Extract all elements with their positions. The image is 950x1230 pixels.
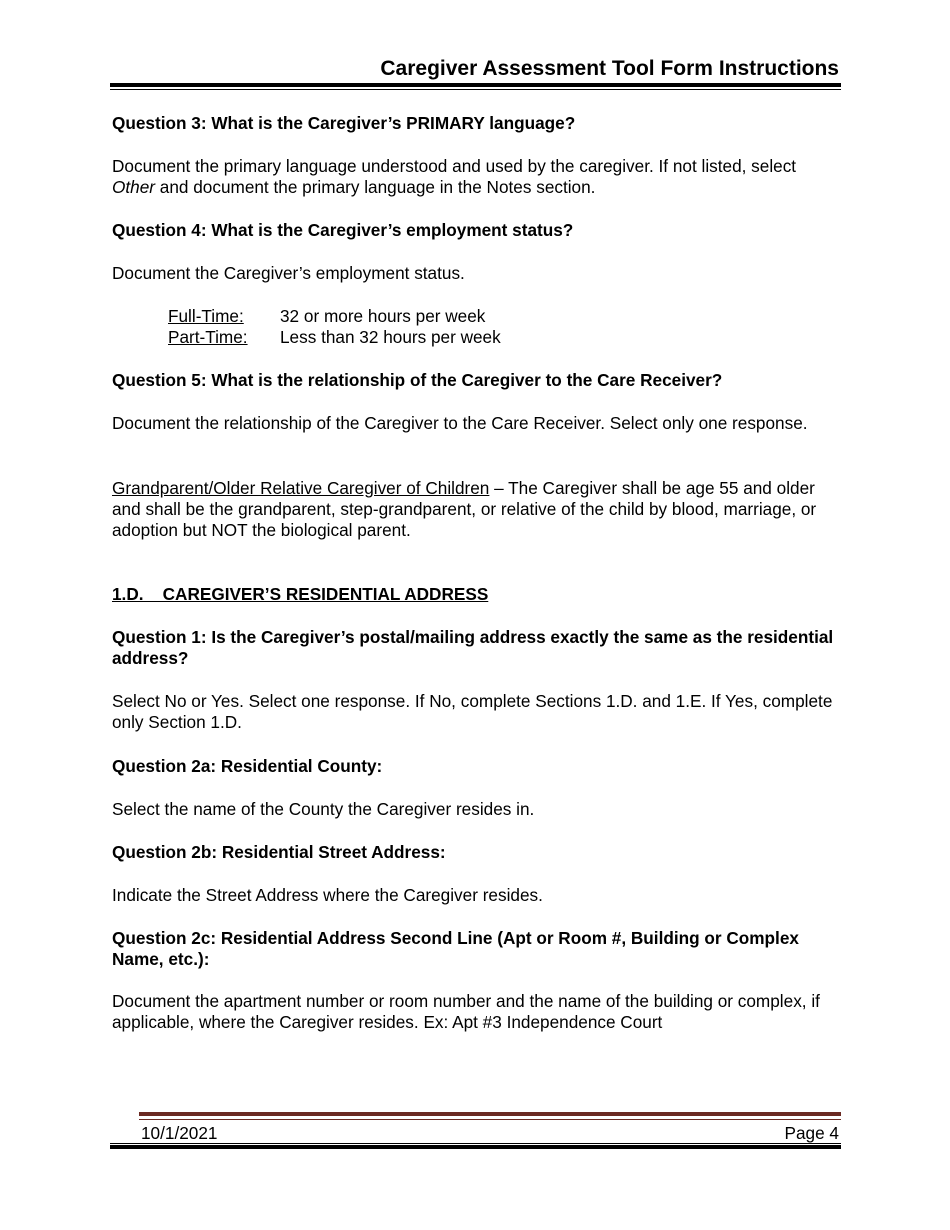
definition-term: Grandparent/Older Relative Caregiver of Children — [112, 478, 490, 498]
question-3-body-post: and document the primary language in the Notes section. — [155, 177, 596, 197]
question-5-body: Document the relationship of the Caregiver to the Care Receiver. Select only one response. — [112, 413, 808, 433]
question-3-body — [112, 156, 842, 198]
employment-term: Part-Time: — [168, 327, 248, 347]
question-4-body: Document the Caregiver’s employment status. — [112, 263, 465, 283]
residential-question-2c-body: Document the apartment number or room number and the name of the building or complex, if applicable, where the Caregiver resides. Ex: Apt #3 Independence Court — [112, 991, 820, 1032]
residential-question-2a-body: Select the name of the County the Caregiver resides in. — [112, 799, 535, 819]
employment-term: Full-Time: — [168, 306, 244, 326]
footer-rule-bottom-thick — [110, 1145, 841, 1149]
header-rule-thick — [110, 83, 841, 87]
header-rule-thin — [110, 89, 841, 90]
footer-rule-bottom-thin — [110, 1143, 841, 1144]
question-3-body-emphasis: Other — [112, 177, 155, 197]
residential-question-2a-heading: Question 2a: Residential County: — [112, 756, 383, 776]
footer-date: 10/1/2021 — [141, 1123, 218, 1143]
question-3-body-pre: Document the primary language understood and used by the caregiver. If not listed, select — [112, 156, 797, 176]
residential-question-2b-heading: Question 2b: Residential Street Address: — [112, 842, 446, 862]
residential-question-2c-heading: Question 2c: Residential Address Second Line (Apt or Room #, Building or Complex Name, etc.): — [112, 928, 799, 969]
question-4-heading: Question 4: What is the Caregiver’s employment status? — [112, 220, 574, 240]
page-header-title: Caregiver Assessment Tool Form Instructions — [380, 57, 839, 80]
section-heading-residential-address: 1.D. CAREGIVER’S RESIDENTIAL ADDRESS — [112, 584, 489, 604]
question-5-heading: Question 5: What is the relationship of the Caregiver to the Care Receiver? — [112, 370, 723, 390]
definition-text: – The Caregiver shall be age 55 and older and shall be the grandparent, step-grandparent, or relative of the child by blood, marriage, or adoption but NOT the biological parent. — [112, 478, 817, 540]
employment-description: Less than 32 hours per week — [280, 327, 501, 347]
question-3-heading: Question 3: What is the Caregiver’s PRIMARY language? — [112, 113, 576, 133]
question-5-definition — [112, 478, 842, 541]
employment-description: 32 or more hours per week — [280, 306, 486, 326]
residential-question-1-heading: Question 1: Is the Caregiver’s postal/mailing address exactly the same as the residential address? — [112, 627, 834, 668]
residential-question-2b-body: Indicate the Street Address where the Caregiver resides. — [112, 885, 543, 905]
residential-question-1-body: Select No or Yes. Select one response. If No, complete Sections 1.D. and 1.E. If Yes, complete only Section 1.D. — [112, 691, 833, 732]
footer-rule-top — [139, 1112, 841, 1116]
footer-page-number: Page 4 — [784, 1123, 839, 1143]
footer-rule-mid — [139, 1119, 841, 1120]
